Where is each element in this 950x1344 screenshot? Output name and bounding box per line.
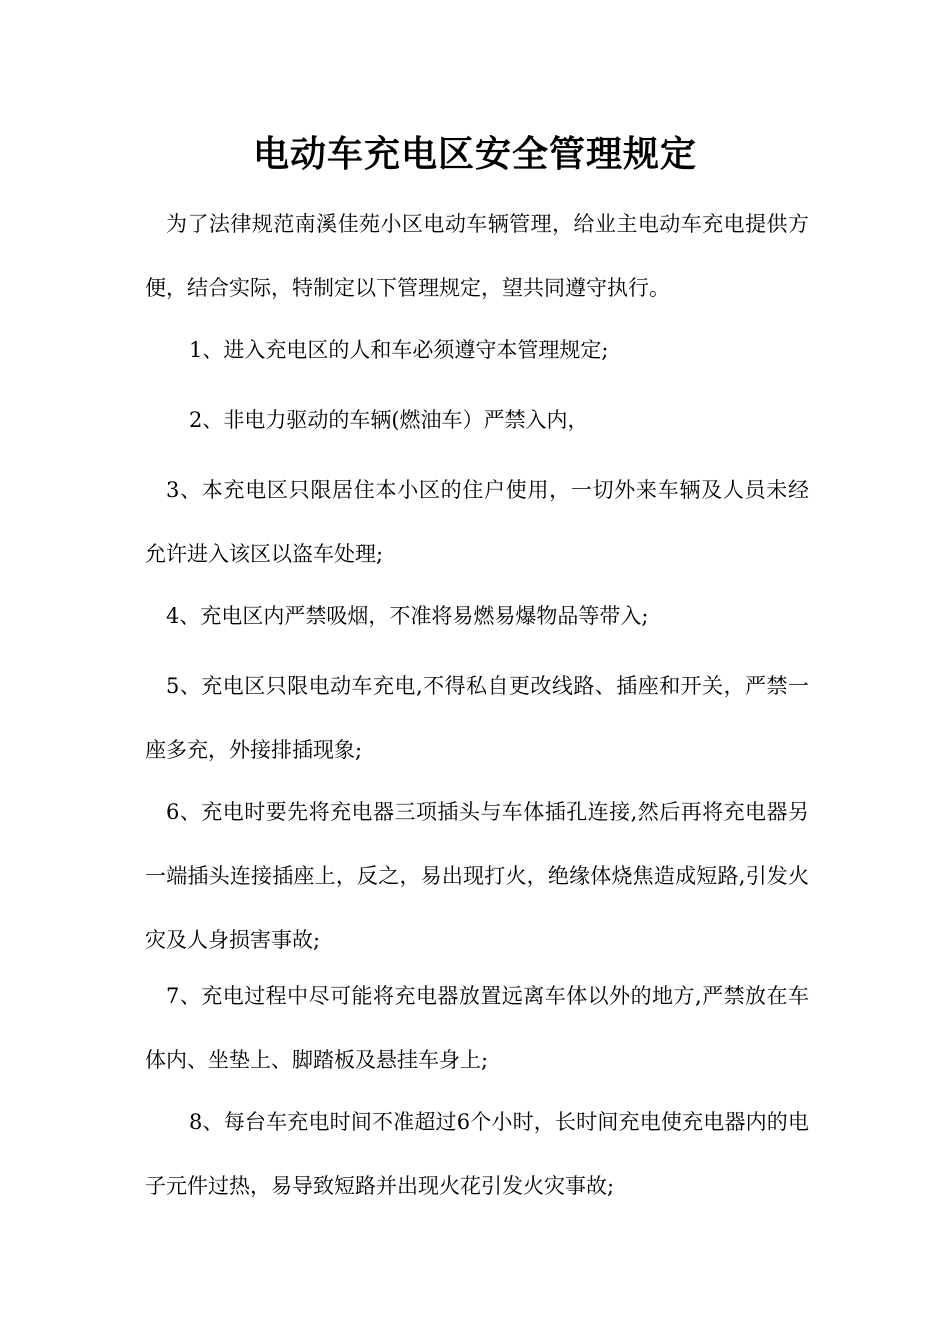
rule-item-5: 5、充电区只限电动车充电,不得私自更改线路、插座和开关，严禁一座多充，外接排插现象; — [145, 674, 809, 762]
rule-item-7: 7、充电过程中尽可能将充电器放置远离车体以外的地方,严禁放在车体内、坐垫上、脚踏板及悬挂车身上; — [145, 984, 809, 1072]
rule-item-2: 2、非电力驱动的车辆(燃油车）严禁入内， — [189, 408, 589, 432]
document-title: 电动车充电区安全管理规定 — [252, 133, 697, 175]
intro-paragraph: 为了法律规范南溪佳苑小区电动车辆管理，给业主电动车充电提供方便，结合实际，特制定以下管理规定，望共同遵守执行。 — [145, 212, 809, 300]
rule-item-8: 8、每台车充电时间不准超过6个小时，长时间充电使充电器内的电子元件过热，易导致短路并出现火花引发火灾事故; — [145, 1110, 809, 1198]
rule-item-6: 6、充电时要先将充电器三项插头与车体插孔连接,然后再将充电器另一端插头连接插座上，反之，易出现打火，绝缘体烧焦造成短路,引发火灾及人身损害事故; — [145, 800, 809, 952]
rule-item-1: 1、进入充电区的人和车必须遵守本管理规定; — [189, 338, 609, 362]
rule-item-4: 4、充电区内严禁吸烟，不准将易燃易爆物品等带入; — [166, 604, 649, 628]
rule-item-3: 3、本充电区只限居住本小区的住户使用，一切外来车辆及人员未经允许进入该区以盗车处理; — [145, 478, 809, 566]
